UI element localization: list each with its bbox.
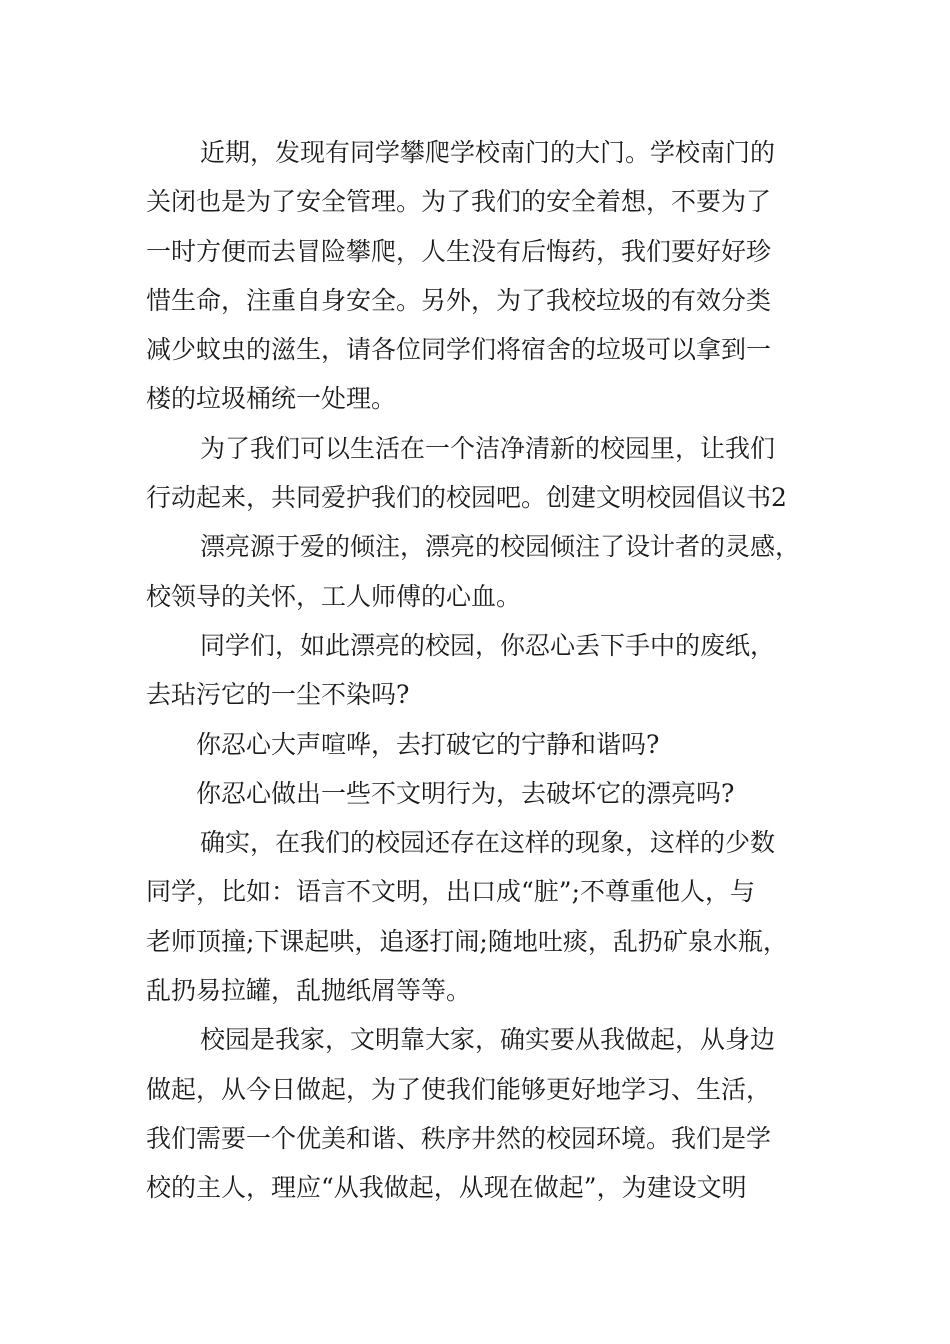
text-line: 近期，发现有同学攀爬学校南门的大门。学校南门的: [200, 138, 776, 167]
text-line: 惜生命，注重自身安全。另外，为了我校垃圾的有效分类: [146, 285, 772, 315]
text-line: 漂亮源于爱的倾注，漂亮的校园倾注了设计者的灵感，: [200, 532, 801, 562]
text-line: 减少蚊虫的滋生，请各位同学们将宿舍的垃圾可以拿到一: [146, 335, 772, 365]
text-line: 一时方便而去冒险攀爬，人生没有后悔药，我们要好好珍: [146, 236, 772, 266]
text-line: 做起，从今日做起，为了使我们能够更好地学习、生活，: [146, 1074, 772, 1104]
text-line: 乱扔易拉罐，乱抛纸屑等等。: [146, 976, 472, 1006]
document-body: [146, 128, 816, 1213]
text-line: 去玷污它的一尘不染吗?: [146, 680, 410, 710]
text-line: 确实，在我们的校园还存在这样的现象，这样的少数: [200, 828, 776, 858]
text-line: 校领导的关怀，工人师傅的心血。: [146, 581, 522, 611]
text-line: 同学，比如：语言不文明，出口成“脏”;不尊重他人，与: [146, 877, 755, 907]
text-line: 关闭也是为了安全管理。为了我们的安全着想，不要为了: [146, 187, 772, 217]
text-line: 你忍心大声喧哗，去打破它的宁静和谐吗?: [196, 729, 660, 759]
text-line: 楼的垃圾桶统一处理。: [146, 384, 397, 414]
text-line: 我们需要一个优美和谐、秩序井然的校园环境。我们是学: [146, 1123, 772, 1153]
text-line: 为了我们可以生活在一个洁净清新的校园里，让我们: [200, 433, 776, 463]
text-line: 校的主人，理应“从我做起，从现在做起”，为建设文明: [146, 1173, 747, 1203]
text-line: 校园是我家，文明靠大家，确实要从我做起，从身边: [200, 1025, 776, 1055]
text-line: 同学们，如此漂亮的校园，你忍心丢下手中的废纸，: [200, 630, 776, 660]
text-line: 老师顶撞;下课起哄，追逐打闹;随地吐痰，乱扔矿泉水瓶，: [146, 926, 788, 956]
text-line: 你忍心做出一些不文明行为，去破坏它的漂亮吗?: [196, 778, 735, 808]
text-line: 行动起来，共同爱护我们的校园吧。创建文明校园倡议书2: [146, 483, 787, 513]
